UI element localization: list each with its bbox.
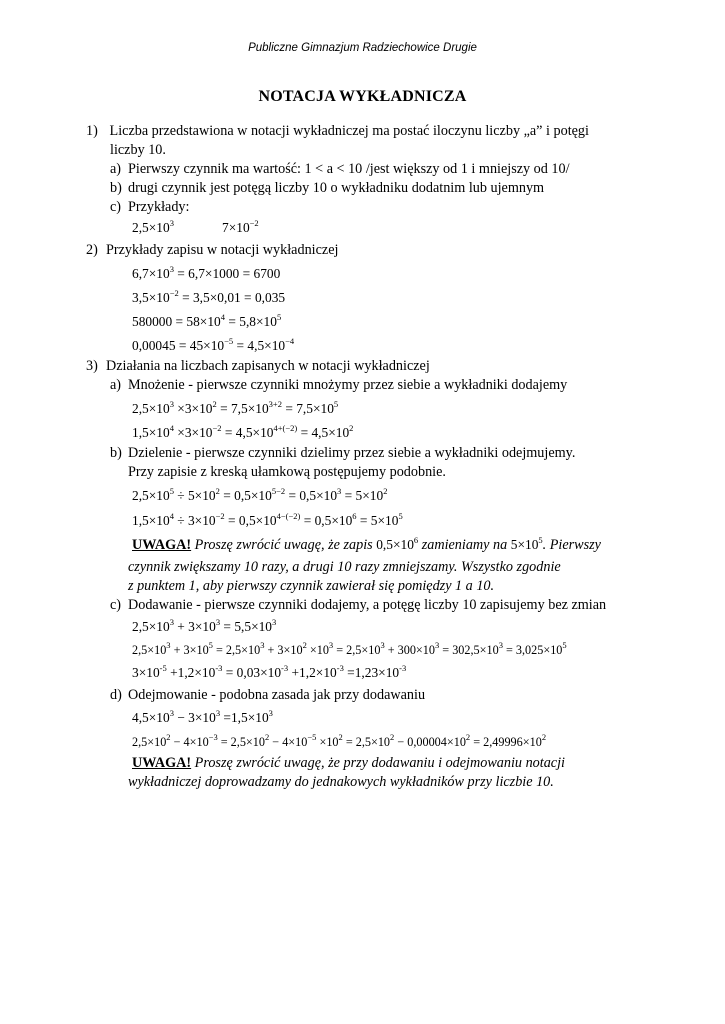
section-3-item-a: a) Mnożenie - pierwsze czynniki mnożymy przez siebie a wykładniki dodajemy bbox=[110, 377, 568, 393]
warning-1-line3: z punktem 1, aby pierwszy czynnik zawierał się pomiędzy 1 a 10. bbox=[128, 578, 495, 594]
warning-1-line2: czynnik zwiększamy 10 razy, a drugi 10 razy zmniejszamy. Wszystko zgodnie bbox=[128, 559, 561, 575]
example-1: $2,5\times 10^3$ bbox=[132, 218, 174, 235]
section-3-item-d: d) Odejmowanie - podobna zasada jak przy dodawaniu bbox=[110, 687, 426, 703]
example-2: $7\times 10^{-2}$ bbox=[222, 218, 259, 235]
section-1-line1: 1) Liczba przedstawiona w notacji wykładniczej ma postać iloczynu liczby „a” i potęgi bbox=[86, 123, 589, 139]
section-1-item-b: b) drugi czynnik jest potęgą liczby 10 o wykładniku dodatnim lub ujemnym bbox=[110, 180, 545, 196]
section-number: 1) bbox=[86, 123, 98, 139]
section-3-item-c: c) Dodawanie - pierwsze czynniki dodajemy, a potęgę liczby 10 zapisujemy bez zmian bbox=[110, 597, 607, 613]
section-2-title: 2) Przykłady zapisu w notacji wykładniczej bbox=[86, 242, 339, 258]
equation: $1,5\times 10^4 \times 3\times 10^{-2} = 4,5\times 10^{4+(-2)} = 4,5\times 10^2$ bbox=[132, 423, 354, 440]
equation: $2,5\times 10^3 + 3\times 10^3 = 5,5\times 10^3$ bbox=[132, 617, 277, 634]
equation: $2,5\times 10^3 + 3\times 10^5 = 2,5\times 10^3 + 3\times 10^2 \times 10^3 = 2,5\times 10^3 + 300\times 10^3 = 302,5\times 10^3 = 3,025\times 10^5$ bbox=[132, 640, 567, 657]
section-3-item-b: b) Dzielenie - pierwsze czynniki dzielimy przez siebie a wykładniki odejmujemy. bbox=[110, 445, 576, 461]
section-1-item-a: a) Pierwszy czynnik ma wartość: 1 < a < 10 /jest większy od 1 i mniejszy od 10/ bbox=[110, 161, 570, 177]
equation: $2,5\times 10^2 - 4\times 10^{-3} = 2,5\times 10^2 - 4\times 10^{-5} \times 10^2 = 2,5\times 10^2 - 0,00004\times 10^2 = 2,49996\times 10^2$ bbox=[132, 732, 547, 749]
section-1-line2: liczby 10. bbox=[110, 142, 166, 158]
equation: $1,5\times 10^4 \div 3\times 10^{-2} = 0,5\times 10^{4-(-2)} = 0,5\times 10^6 = 5\times 10^5$ bbox=[132, 511, 403, 528]
page-header: Publiczne Gimnazjum Radziechowice Drugie bbox=[248, 42, 477, 54]
section-1-item-c: c) Przykłady: bbox=[110, 199, 190, 215]
equation: $2,5\times 10^3 \times 3\times 10^2 = 7,5\times 10^{3+2} = 7,5\times 10^5$ bbox=[132, 399, 339, 416]
equation: $6,7\times 10^3 = 6,7\times 1000 = 6700$ bbox=[132, 264, 281, 281]
equation: $580000 = 58\times 10^4 = 5,8\times 10^5$ bbox=[132, 312, 282, 329]
equation: $0,00045 = 45\times 10^{-5} = 4,5\times 10^{-4}$ bbox=[132, 336, 295, 353]
section-3-item-b-line2: Przy zapisie z kreską ułamkową postępujemy podobnie. bbox=[128, 464, 446, 480]
equation: $3\times 10^{-5} +1,2\times 10^{-3} = 0,03\times 10^{-3} +1,2\times 10^{-3} =1,23\times 10^{-3}$ bbox=[132, 663, 407, 680]
page-title: NOTACJA WYKŁADNICZA bbox=[258, 88, 467, 105]
warning-2-line2: wykładniczej doprowadzamy do jednakowych wykładników przy liczbie 10. bbox=[128, 774, 554, 790]
warning-2-line1: UWAGA! Proszę zwrócić uwagę, że przy dodawaniu i odejmowaniu notacji bbox=[132, 755, 565, 771]
equation: $3,5\times 10^{-2} = 3,5\times 0,01 = 0,035$ bbox=[132, 288, 286, 305]
equation: $2,5\times 10^5 \div 5\times 10^2 = 0,5\times 10^{5-2} = 0,5\times 10^3 = 5\times 10^2$ bbox=[132, 486, 388, 503]
warning-1-line1: UWAGA! Proszę zwrócić uwagę, że zapis $0,5\times 10^6$ zamieniamy na $5\times 10^5$. Pierwszy bbox=[132, 535, 601, 553]
equation: $4,5\times 10^3 - 3\times 10^3 =1,5\times 10^3$ bbox=[132, 708, 273, 725]
section-3-title: 3) Działania na liczbach zapisanych w notacji wykładniczej bbox=[86, 358, 430, 374]
